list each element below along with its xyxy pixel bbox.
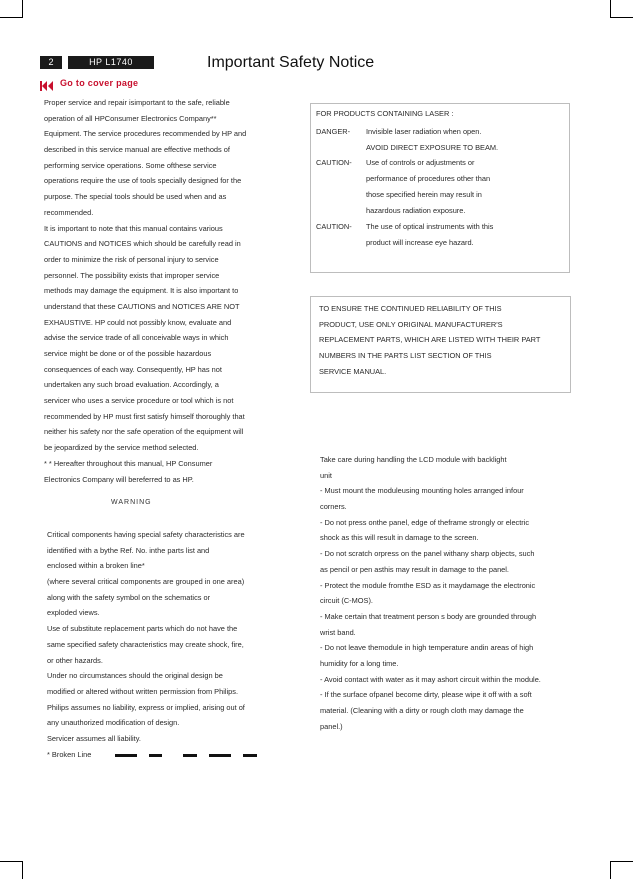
text-line: REPLACEMENT PARTS, WHICH ARE LISTED WITH THEIR PART [319,335,541,345]
danger-line: AVOID DIRECT EXPOSURE TO BEAM. [366,143,499,152]
crop-mark-top-right-v [610,0,611,18]
text-line: Philips assumes no liability, express or implied, arising out of [47,702,245,712]
text-line: as pencil or pen asthis may result in damage to the panel. [320,564,509,574]
text-line: recommended. [44,207,94,217]
crop-mark-bottom-right-v [610,861,611,879]
text-line: recommended by HP must first satisfy himself thoroughly that [44,411,245,421]
text-line: - Do not leave themodule in high temperature andin areas of high [320,643,534,653]
model-tag: HP L1740 [68,56,154,69]
danger-line: Invisible laser radiation when open. [366,127,482,136]
text-line: - Make certain that treatment person s body are grounded through [320,611,537,621]
text-line: operations require the use of tools specially designed for the [44,176,242,186]
text-line: any unauthorized modification of design. [47,718,180,728]
text-line: It is important to note that this manual contains various [44,223,223,233]
crop-mark-top-left-h [0,17,22,18]
caution-label: CAUTION- [316,158,352,167]
text-line: panel.) [320,721,343,731]
text-line: servicer who uses a service procedure or tool which is not [44,396,234,406]
text-line: consequences of each way. Consequently, HP has not [44,364,222,374]
text-line: Use of substitute replacement parts which do not have the [47,624,238,634]
text-line: wrist band. [320,627,356,637]
text-line: * * Hereafter throughout this manual, HP Consumer [44,458,213,468]
text-line: NUMBERS IN THE PARTS LIST SECTION OF THIS [319,351,492,361]
caution-line: hazardous radiation exposure. [366,206,466,215]
text-line: modified or altered without written permission from Philips. [47,686,239,696]
text-line: understand that these CAUTIONS and NOTICES ARE NOT [44,301,240,311]
text-line: humidity for a long time. [320,658,399,668]
text-line: Proper service and repair isimportant to the safe, reliable [44,98,230,107]
text-line: order to minimize the risk of personal injury to service [44,254,219,264]
text-line: service might be done or of the possible hazardous [44,349,212,358]
crop-mark-bottom-right-h [611,861,633,862]
text-line: same specified safety characteristics may create shock, fire, [47,639,244,649]
crop-mark-bottom-left-v [22,861,23,879]
text-line: neither his safety nor the safe operation of the equipment will [44,427,244,437]
lcd-handling-notes [320,452,541,734]
caution-line: those specified herein may result in [366,190,482,199]
text-line: EXHAUSTIVE. HP could not possibly know, evaluate and [44,317,232,327]
text-line: enclosed within a broken line* [47,561,145,571]
text-line: advise the service trade of all conceivable ways in which [44,333,229,343]
text-line: personnel. The possibility exists that improper service [44,270,220,280]
text-line: undertaken any such broad evaluation. Accordingly, a [44,380,219,390]
caution-line: Use of controls or adjustments or [366,158,475,167]
text-line: - Avoid contact with water as it may ashort circuit within the module. [320,674,541,684]
caution-label: CAUTION- [316,222,352,231]
crop-mark-top-right-h [611,17,633,18]
caution-line: product will increase eye hazard. [366,238,474,247]
text-line: operation of all HPConsumer Electronics Company** [44,113,217,123]
page-title: Important Safety Notice [207,54,375,71]
parts-reliability-box [310,296,571,393]
text-line: described in this service manual are effective methods of [44,145,230,155]
warning-text [47,527,245,762]
text-line: - Protect the module fromthe ESD as it maydamage the electronic [320,580,536,590]
caution-line: The use of optical instruments with this [366,222,494,231]
text-line: performing service operations. Some ofthese service [44,160,217,170]
broken-line-dash [183,754,197,757]
text-line: exploded views. [47,608,100,618]
skip-back-icon [40,78,54,88]
text-line: be jeopardized by the service method selected. [44,443,199,453]
text-line: Under no circumstances should the original design be [47,671,223,681]
text-line: (where several critical components are grouped in one area) [47,577,245,587]
broken-line-dash [243,754,257,757]
text-line: Critical components having special safety characteristics are [47,530,245,539]
text-line: corners. [320,502,347,512]
text-line: along with the safety symbol on the schematics or [47,592,211,602]
text-line: - Must mount the moduleusing mounting holes arranged infour [320,486,524,496]
text-line: PRODUCT, USE ONLY ORIGINAL MANUFACTURER'S [319,319,503,329]
text-line: circuit (C-MOS). [320,596,373,606]
danger-label: DANGER- [316,127,351,136]
text-line: unit [320,470,332,480]
text-line: or other hazards. [47,655,103,665]
text-line: identified with a bythe Ref. No. inthe parts list and [47,545,210,555]
text-line: methods may damage the equipment. It is also important to [44,286,239,296]
text-line: Equipment. The service procedures recommended by HP and [44,129,247,139]
go-to-cover-link[interactable] [40,77,138,89]
broken-line-dash [115,754,137,757]
text-line: shock as this will result in damage to the screen. [320,533,479,543]
text-line: SERVICE MANUAL. [319,366,387,376]
laser-warning-box [310,103,570,273]
caution-line: performance of procedures other than [366,174,491,183]
broken-line-dash [149,754,162,757]
intro-text [44,95,246,487]
laser-box-heading: FOR PRODUCTS CONTAINING LASER : [316,109,454,118]
warning-title: WARNING [111,499,152,506]
text-line: - If the surface ofpanel become dirty, please wipe it off with a soft [320,690,532,700]
crop-mark-top-left-v [22,0,23,18]
text-line: Take care during handling the LCD module with backlight [320,455,507,464]
text-line: * Broken Line [47,749,92,759]
text-line: - Do not scratch orpress on the panel withany sharp objects, such [320,549,535,559]
go-to-cover-label: Go to cover page [60,78,139,88]
text-line: Electronics Company will bereferred to as HP. [44,474,194,484]
text-line: material. (Cleaning with a dirty or rough cloth may damage the [320,706,524,715]
text-line: purpose. The special tools should be used when and as [44,192,227,202]
text-line: CAUTIONS and NOTICES which should be carefully read in [44,239,241,249]
page-number: 2 [40,56,62,69]
broken-line-dash [209,754,231,757]
text-line: - Do not press onthe panel, edge of theframe strongly or electric [320,517,530,527]
text-line: Servicer assumes all liability. [47,733,141,743]
crop-mark-bottom-left-h [0,861,22,862]
text-line: TO ENSURE THE CONTINUED RELIABILITY OF THIS [319,304,502,313]
